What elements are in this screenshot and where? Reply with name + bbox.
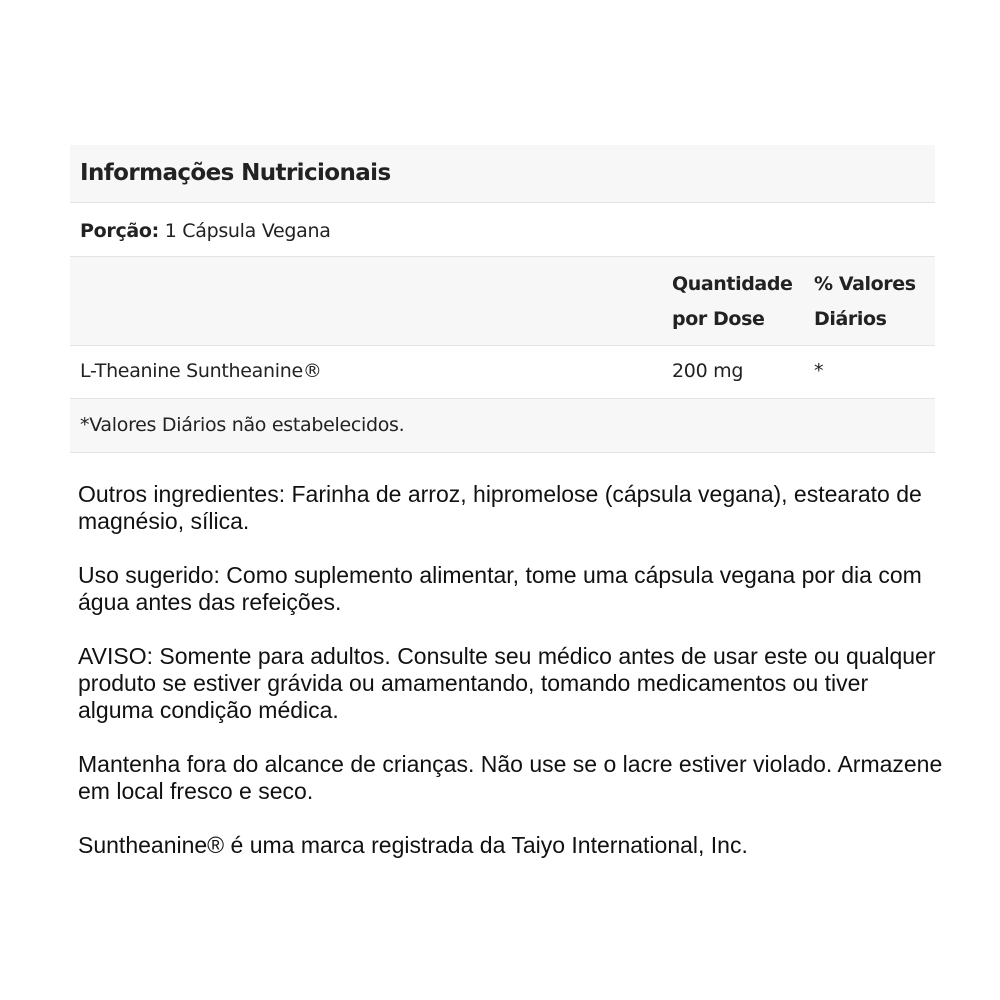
serving-row <box>70 203 935 257</box>
trademark-text: Suntheanine® é uma marca registrada da Taiyo International, Inc. <box>78 832 748 858</box>
other-ingredients-text: Outros ingredientes: Farinha de arroz, hipromelose (cápsula vegana), estearato de magnésio, sílica. <box>78 481 922 534</box>
warning-text: AVISO: Somente para adultos. Consulte seu médico antes de usar este ou qualquer produto se estiver grávida ou amamentando, tomando medicamentos ou tiver alguma condição médica. <box>78 643 936 723</box>
facts-footnote-row <box>70 399 935 453</box>
suggested-use-text: Uso sugerido: Como suplemento alimentar, tome uma cápsula vegana por dia com água antes das refeições. <box>78 562 922 615</box>
daily-value-header <box>814 267 916 337</box>
product-notes <box>78 481 948 886</box>
dv-header-line-1: % Valores <box>814 273 916 295</box>
serving-value: 1 Cápsula Vegana <box>164 220 331 242</box>
nutrition-facts-table <box>70 145 935 453</box>
facts-header-row <box>70 257 935 346</box>
amount-header-line-1: Quantidade <box>672 273 793 295</box>
facts-title: Informações Nutricionais <box>80 160 391 186</box>
ingredient-name: L-Theanine Suntheanine® <box>80 360 322 382</box>
amount-header-line-2: por Dose <box>672 308 765 330</box>
ingredient-daily-value: * <box>814 360 824 382</box>
facts-title-row <box>70 145 935 203</box>
amount-per-dose-header <box>672 267 793 337</box>
table-row <box>70 346 935 399</box>
dv-header-line-2: Diários <box>814 308 887 330</box>
facts-footnote: *Valores Diários não estabelecidos. <box>80 414 405 436</box>
ingredient-amount: 200 mg <box>672 360 744 382</box>
serving-label: Porção: <box>80 220 159 242</box>
storage-text: Mantenha fora do alcance de crianças. Não use se o lacre estiver violado. Armazene em local fresco e seco. <box>78 751 943 804</box>
